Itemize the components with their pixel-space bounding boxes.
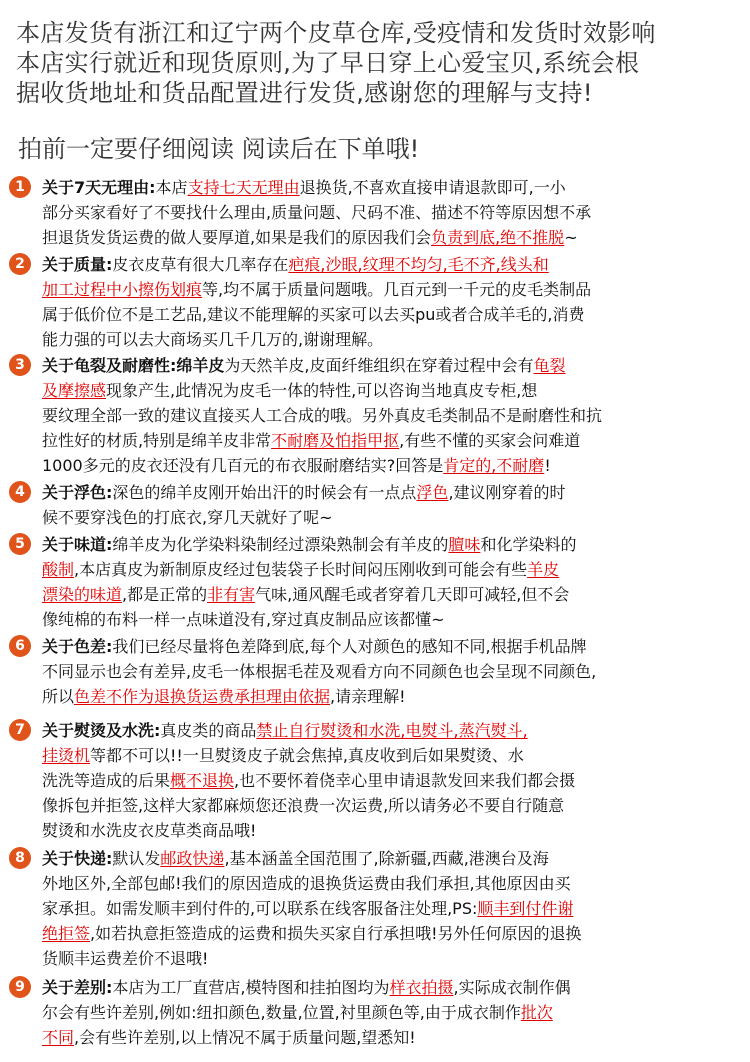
- section-title: 关于快递:: [42, 849, 113, 868]
- body-text: 和化学染料的: [480, 535, 577, 554]
- section-line: [42, 378, 748, 403]
- highlight-text: 绝拒签: [42, 924, 91, 943]
- body-text: !: [544, 456, 551, 475]
- highlight-text: 肯定的,不耐磨: [443, 456, 545, 475]
- highlight-text: 顺丰到付件谢: [477, 899, 574, 918]
- body-text: 等,均不属于质量问题哦。几百元到一千元的皮毛类制品: [202, 280, 592, 299]
- section-line: [42, 480, 748, 505]
- section-line: [42, 505, 748, 530]
- body-text: 等都不可以!!一旦熨烫皮子就会焦掉,真皮收到后如果熨烫、水: [90, 746, 524, 765]
- body-text: ,请亲理解!: [330, 687, 406, 706]
- body-text: ,本店真皮为新制原皮经过包装袋子长时间闷压刚收到可能会有些: [74, 560, 528, 579]
- body-text: 皮衣皮草有很大几率存在: [112, 255, 289, 274]
- section-number-badge: 7: [9, 719, 31, 741]
- section-title: 关于差别:: [42, 978, 113, 997]
- body-text: 拉性好的材质,特别是绵羊皮非常: [42, 431, 272, 450]
- body-text: 真皮类的商品: [160, 721, 257, 740]
- intro-line: 本店发货有浙江和辽宁两个皮草仓库,受疫情和发货时效影响: [16, 19, 656, 47]
- body-text: ~: [564, 228, 578, 247]
- section-line: [42, 175, 748, 200]
- highlight-text: 漂染的味道: [42, 585, 123, 604]
- section-title: 关于熨烫及水洗:: [42, 721, 161, 740]
- section-number-badge: 5: [9, 533, 31, 555]
- body-text: ,建议刚穿着的时: [448, 483, 566, 502]
- intro-line: 本店实行就近和现货原则,为了早日穿上心爱宝贝,系统会根: [16, 49, 640, 77]
- body-text: 属于低价位不是工艺品,建议不能理解的买家可以去买pu或者合成羊毛的,消费: [42, 305, 585, 324]
- body-text: 货顺丰运费差价不退哦!: [42, 949, 209, 968]
- body-text: 本店: [155, 178, 188, 197]
- highlight-text: 非有害: [207, 585, 256, 604]
- section-line: [42, 532, 748, 557]
- highlight-text: 疤痕,沙眼,纹理不均匀,毛不齐,线头和: [288, 255, 549, 274]
- section-7day-return: [15, 175, 748, 250]
- body-text: 像拆包并拒签,这样大家都麻烦您还浪费一次运费,所以请务必不要自行随意: [42, 796, 565, 815]
- highlight-text: 不耐磨及怕指甲抠: [271, 431, 400, 450]
- section-line: [42, 1000, 748, 1025]
- section-number-badge: 6: [9, 635, 31, 657]
- highlight-text: 批次: [520, 1003, 553, 1022]
- section-line: [42, 634, 748, 659]
- section-line: [42, 428, 748, 453]
- section-line: [42, 896, 748, 921]
- body-text: 气味,通风醒毛或者穿着几天即可减轻,但不会: [255, 585, 570, 604]
- section-line: [42, 718, 748, 743]
- highlight-text: 禁止自行熨烫和水洗,电熨斗,蒸汽熨斗,: [256, 721, 528, 740]
- body-text: ,会有些许差别,以上情况不属于质量问题,望悉知!: [74, 1028, 416, 1047]
- section-line: [42, 327, 748, 352]
- body-text: 熨烫和水洗皮衣皮草类商品哦!: [42, 821, 257, 840]
- highlight-text: 膻味: [448, 535, 481, 554]
- section-title: 关于质量:: [42, 255, 113, 274]
- section-line: [42, 846, 748, 871]
- section-line: [42, 684, 748, 709]
- highlight-text: 挂烫机: [42, 746, 91, 765]
- body-text: 尔会有些许差别,例如:纽扣颜色,数量,位置,衬里颜色等,由于成衣制作: [42, 1003, 521, 1022]
- body-text: 部分买家看好了不要找什么理由,质量问题、尺码不准、描述不符等原因想不承: [42, 203, 592, 222]
- section-line: [42, 200, 748, 225]
- highlight-text: 及摩擦感: [42, 381, 107, 400]
- section-line: [42, 743, 748, 768]
- section-line: [42, 252, 748, 277]
- highlight-text: 不同: [42, 1028, 75, 1047]
- body-text: 1000多元的皮衣还没有几百元的布衣服耐磨结实?回答是: [42, 456, 444, 475]
- highlight-text: 邮政快递: [160, 849, 225, 868]
- section-ironing-washing: [15, 718, 748, 843]
- section-line: [42, 946, 748, 971]
- highlight-text: 负责到底,绝不推脱: [431, 228, 565, 247]
- section-line: [42, 871, 748, 896]
- highlight-text: 支持七天无理由: [187, 178, 300, 197]
- highlight-text: 样衣拍摄: [389, 978, 454, 997]
- section-number-badge: 4: [9, 481, 31, 503]
- section-number-badge: 3: [9, 354, 31, 376]
- body-text: 本店为工厂直营店,模特图和挂拍图均为: [112, 978, 390, 997]
- section-number-badge: 9: [9, 976, 31, 998]
- section-number-badge: 1: [9, 176, 31, 198]
- body-text: ,也不要怀着侥幸心里申请退款发回来我们都会摄: [234, 771, 576, 790]
- section-line: [42, 818, 748, 843]
- body-text: 要纹理全部一致的建议直接买人工合成的哦。另外真皮毛类制品不是耐磨性和抗: [42, 406, 603, 425]
- intro-line: 据收货地址和货品配置进行发货,感谢您的理解与支持!: [16, 79, 593, 107]
- section-differences: [15, 975, 748, 1050]
- section-line: [42, 403, 748, 428]
- body-text: 默认发: [112, 849, 161, 868]
- section-title: 关于色差:: [42, 637, 113, 656]
- section-title: 关于味道:: [42, 535, 113, 554]
- section-title: 关于浮色:: [42, 483, 113, 502]
- section-line: [42, 768, 748, 793]
- body-text: ,都是正常的: [122, 585, 208, 604]
- body-text: 为天然羊皮,皮面纤维组织在穿着过程中会有: [224, 356, 534, 375]
- body-text: 深色的绵羊皮刚开始出汗的时候会有一点点: [112, 483, 417, 502]
- highlight-text: 羊皮: [527, 560, 560, 579]
- body-text: ,如若执意拒签造成的运费和损失买家自行承担哦!另外任何原因的退换: [90, 924, 582, 943]
- section-line: [42, 607, 748, 632]
- section-line: [42, 659, 748, 684]
- highlight-text: 浮色: [416, 483, 449, 502]
- section-line: [42, 1025, 748, 1050]
- section-odor: [15, 532, 748, 632]
- body-text: 洗洗等造成的后果: [42, 771, 171, 790]
- body-text: 候不要穿浅色的打底衣,穿几天就好了呢~: [42, 508, 333, 527]
- section-color-bleed: [15, 480, 748, 530]
- section-line: [42, 975, 748, 1000]
- body-text: 像纯棉的布料一样一点味道没有,穿过真皮制品应该都懂~: [42, 610, 445, 629]
- body-text: ,有些不懂的买家会问难道: [399, 431, 581, 450]
- section-line: [42, 302, 748, 327]
- section-line: [42, 793, 748, 818]
- section-shipping: [15, 846, 748, 971]
- section-line: [42, 582, 748, 607]
- body-text: 家承担。如需发顺丰到付件的,可以联系在线客服备注处理,PS:: [42, 899, 478, 918]
- section-color-difference: [15, 634, 748, 709]
- highlight-text: 龟裂: [533, 356, 566, 375]
- body-text: 不同显示也会有差异,皮毛一体根据毛茬及观看方向不同颜色也会呈现不同颜色,: [42, 662, 597, 681]
- body-text: 现象产生,此情况为皮毛一体的特性,可以咨询当地真皮专柜,想: [106, 381, 538, 400]
- body-text: 退换货,不喜欢直接申请退款即可,一小: [299, 178, 566, 197]
- section-number-badge: 8: [9, 847, 31, 869]
- body-text: 担退货发货运费的做人要厚道,如果是我们的原因我们会: [42, 228, 432, 247]
- section-cracking-wear: [15, 353, 748, 478]
- section-line: [42, 353, 748, 378]
- highlight-text: 概不退换: [170, 771, 235, 790]
- section-title: 关于7天无理由:: [42, 178, 156, 197]
- body-text: 外地区外,全部包邮!我们的原因造成的退换货运费由我们承担,其他原因由买: [42, 874, 571, 893]
- section-line: [42, 921, 748, 946]
- body-text: 所以: [42, 687, 75, 706]
- intro-notice: [16, 18, 741, 108]
- section-line: [42, 225, 748, 250]
- read-before-order-heading: 拍前一定要仔细阅读 阅读后在下单哦!: [18, 135, 420, 163]
- section-quality: [15, 252, 748, 352]
- section-title: 关于龟裂及耐磨性:绵羊皮: [42, 356, 225, 375]
- highlight-text: 加工过程中小擦伤划痕: [42, 280, 203, 299]
- section-number-badge: 2: [9, 253, 31, 275]
- section-line: [42, 557, 748, 582]
- section-line: [42, 453, 748, 478]
- section-line: [42, 277, 748, 302]
- highlight-text: 酸制: [42, 560, 75, 579]
- body-text: 绵羊皮为化学染料染制经过漂染熟制会有羊皮的: [112, 535, 449, 554]
- body-text: ,基本涵盖全国范围了,除新疆,西藏,港澳台及海: [224, 849, 549, 868]
- body-text: 能力强的可以去大商场买几千几万的,谢谢理解。: [42, 330, 384, 349]
- body-text: ,实际成衣制作偶: [453, 978, 571, 997]
- body-text: 我们已经尽量将色差降到底,每个人对颜色的感知不同,根据手机品牌: [112, 637, 587, 656]
- highlight-text: 色差不作为退换货运费承担理由依据: [74, 687, 331, 706]
